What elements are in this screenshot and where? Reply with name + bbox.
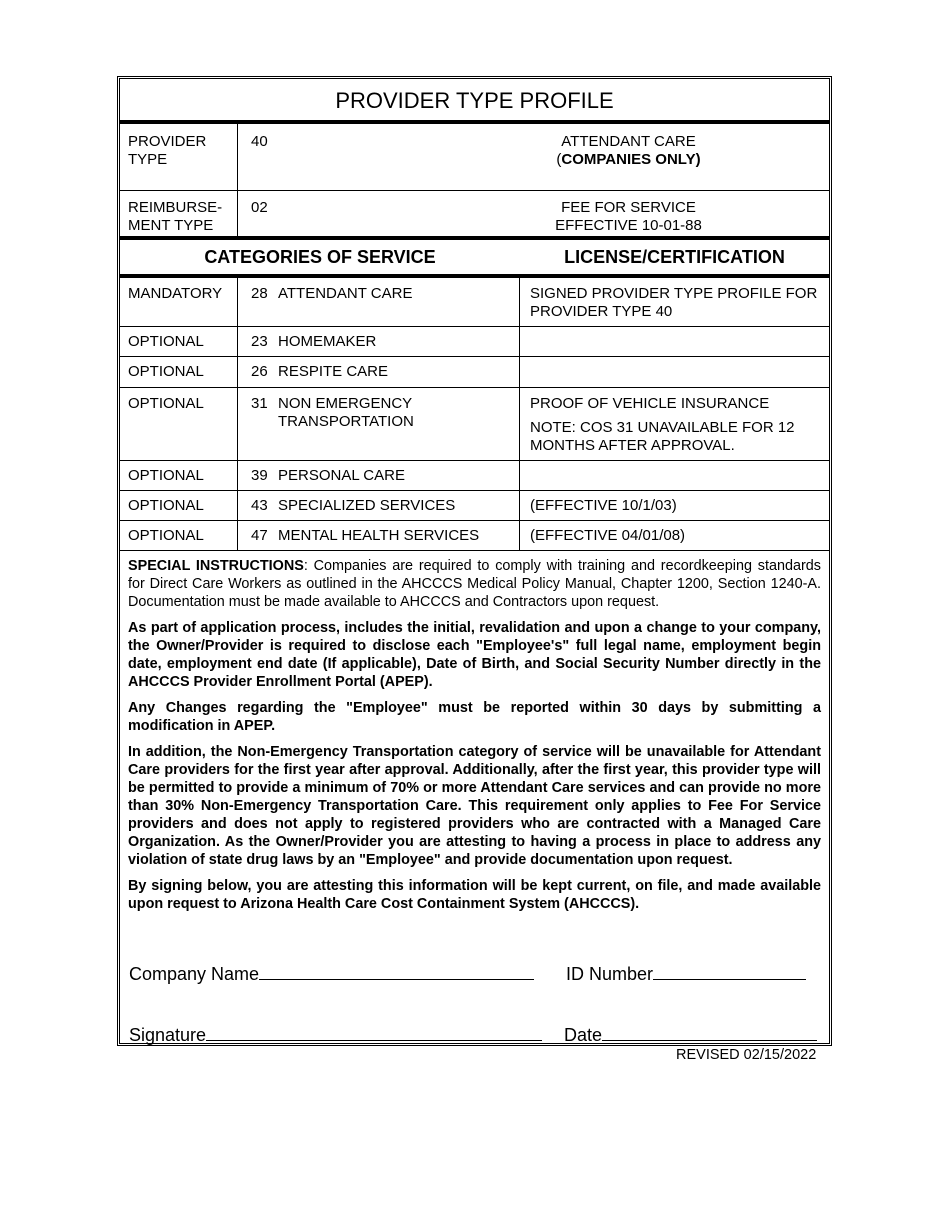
instructions-paragraph-5: By signing below, you are attesting this information will be kept current, on file, and made available upon request to Arizona Health Care Cost Containment System (AHCCCS). <box>128 878 821 912</box>
service-name: NON EMERGENCY TRANSPORTATION <box>278 388 520 460</box>
signature-field[interactable] <box>129 1022 542 1046</box>
service-name: MENTAL HEALTH SERVICES <box>278 521 520 550</box>
service-code: 31 <box>251 395 268 412</box>
categories-header: CATEGORIES OF SERVICE <box>204 247 436 267</box>
companies-only: COMPANIES ONLY) <box>561 151 701 168</box>
service-name: RESPITE CARE <box>278 357 520 387</box>
date-line[interactable] <box>602 1022 817 1041</box>
service-code: 43 <box>251 497 268 514</box>
reimbursement-description <box>278 191 829 236</box>
service-code: 23 <box>251 333 268 350</box>
signature-line[interactable] <box>206 1022 542 1041</box>
company-name-label: Company Name <box>129 964 260 984</box>
service-row <box>120 278 829 327</box>
reimbursement-desc-line2: EFFECTIVE 10-01-88 <box>555 217 702 234</box>
service-name: PERSONAL CARE <box>278 461 520 490</box>
instructions-lead: SPECIAL INSTRUCTIONS <box>128 558 304 574</box>
service-kind: OPTIONAL <box>120 491 238 520</box>
provider-type-row <box>120 124 829 191</box>
provider-type-desc-line2 <box>428 151 829 169</box>
page-title: PROVIDER TYPE PROFILE <box>120 79 829 124</box>
service-row <box>120 327 829 357</box>
reimbursement-label: REIMBURSE-MENT TYPE <box>120 191 238 236</box>
service-license <box>520 388 829 460</box>
service-code: 39 <box>251 467 268 484</box>
service-row <box>120 521 829 551</box>
section-headers <box>120 240 829 278</box>
reimbursement-row <box>120 191 829 240</box>
provider-type-code: 40 <box>251 133 268 150</box>
service-name: HOMEMAKER <box>278 327 520 356</box>
company-name-line[interactable] <box>259 961 534 980</box>
id-number-label: ID Number <box>566 964 654 984</box>
service-license <box>520 357 829 387</box>
date-field[interactable] <box>564 1022 817 1046</box>
signature-label: Signature <box>129 1025 207 1045</box>
reimbursement-desc-line1: FEE FOR SERVICE <box>561 199 696 216</box>
instructions-paragraph-2: As part of application process, includes the initial, revalidation and upon a change to your company, the Owner/Provider is required to disclose each "Employee's" full legal name, employment begin date, employment end date (If applicable), Date of Birth, and Social Security Number directly in the AHCCCS Provider Enrollment Portal (APEP). <box>128 620 821 690</box>
open-paren: ( <box>556 151 562 168</box>
service-license: (EFFECTIVE 04/01/08) <box>530 527 686 544</box>
service-license: (EFFECTIVE 10/1/03) <box>530 497 677 514</box>
service-kind: OPTIONAL <box>120 357 238 387</box>
company-name-field[interactable] <box>129 961 534 985</box>
license-line1: PROOF OF VEHICLE INSURANCE <box>530 395 770 412</box>
id-number-field[interactable] <box>566 961 806 985</box>
service-code: 47 <box>251 527 268 544</box>
license-line2: NOTE: COS 31 UNAVAILABLE FOR 12 MONTHS AFTER APPROVAL. <box>530 419 795 454</box>
service-kind: OPTIONAL <box>120 388 238 460</box>
service-row <box>120 461 829 491</box>
service-license: SIGNED PROVIDER TYPE PROFILE FOR PROVIDER TYPE 40 <box>530 285 818 320</box>
instructions-paragraph-1 <box>128 557 821 611</box>
service-row <box>120 491 829 521</box>
service-license <box>520 461 829 490</box>
service-row <box>120 357 829 388</box>
provider-type-desc-line1: ATTENDANT CARE <box>561 133 696 150</box>
license-header: LICENSE/CERTIFICATION <box>564 247 785 267</box>
special-instructions <box>120 551 829 913</box>
date-label: Date <box>564 1025 603 1045</box>
id-number-line[interactable] <box>653 961 806 980</box>
service-name: ATTENDANT CARE <box>278 278 520 326</box>
instructions-paragraph-3: Any Changes regarding the "Employee" must be reported within 30 days by submitting a modification in APEP. <box>128 700 821 734</box>
service-code: 28 <box>251 285 268 302</box>
provider-type-profile-form <box>117 76 832 1046</box>
service-license <box>520 327 829 356</box>
provider-type-description <box>278 124 829 190</box>
reimbursement-code: 02 <box>251 199 268 216</box>
instructions-paragraph-4: In addition, the Non-Emergency Transportation category of service will be unavailable for Attendant Care providers for the first year after approval. Additionally, after the first year, this provider type will be permitted to provide a minimum of 70% or more Attendant Care services and can provide no more than 30% Non-Emergency Transportation Care. This requirement only applies to Fee For Service providers and does not apply to registered providers who are contracted with a Managed Care Organization. As the Owner/Provider you are attesting to having a process in place to address any violation of state drug laws by an "Employee" and provide documentation upon request. <box>128 744 821 868</box>
service-code: 26 <box>251 363 268 380</box>
service-name: SPECIALIZED SERVICES <box>278 491 520 520</box>
services-table <box>120 278 829 551</box>
provider-type-label: PROVIDER TYPE <box>120 124 238 190</box>
service-kind: OPTIONAL <box>120 327 238 356</box>
revised-date: REVISED 02/15/2022 <box>676 1047 817 1063</box>
service-kind: OPTIONAL <box>120 461 238 490</box>
instructions-lead-rest: : Companies are required to comply with training and recordkeeping standards for Direct Care Workers as outlined in the AHCCCS Medical Policy Manual, Chapter 1200, Section 1240-A. Documentation must be made available to AHCCCS and Contractors upon request. <box>128 558 821 610</box>
service-row <box>120 388 829 461</box>
service-kind: MANDATORY <box>120 278 238 326</box>
service-kind: OPTIONAL <box>120 521 238 550</box>
